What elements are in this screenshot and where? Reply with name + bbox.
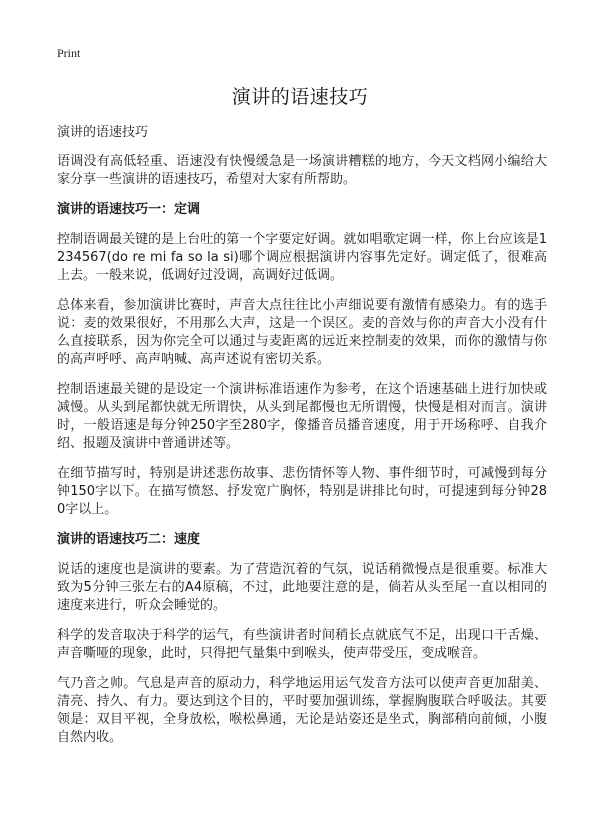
print-link[interactable]: Print: [57, 46, 81, 60]
section-heading-1: 演讲的语速技巧一：定调: [57, 202, 201, 217]
section-1-paragraph-2: 总体来看，参加演讲比赛时，声音大点往往比小声细说要有激情有感染力。有的选手说：麦的效果很好，不用那么大声，这是一个误区。麦的音效与你的声音大小没有什么直接联系，因为你完全可以通过与麦距离的远近来控制麦的效果，而你的激情与你的高声呼呼、高声呐喊、高声述说有密切关系。: [57, 298, 547, 367]
page-title: 演讲的语速技巧: [231, 86, 369, 108]
section-2-paragraph-3: 气乃音之帅。气息是声音的原动力，科学地运用运气发音方法可以使声音更加甜美、清亮、持久、有力。要达到这个目的，平时要加强训练，掌握胸腹联合呼吸法。其要领是：双目平视，全身放松，喉松鼻通，无论是站姿还是坐式，胸部稍向前倾，小腹自然内收。: [57, 676, 547, 745]
section-2-paragraph-1: 说话的速度也是演讲的要素。为了营造沉着的气氛，说话稍微慢点是很重要。标准大致为5分钟三张左右的A4原稿，不过，此地要注意的是，倘若从头至尾一直以相同的速度来进行，听众会睡觉的。: [57, 562, 547, 613]
intro-paragraph: 语调没有高低轻重、语速没有快慢缓急是一场演讲糟糕的地方，今天文档网小编给大家分享一些演讲的语速技巧，希望对大家有所帮助。: [57, 154, 547, 187]
article-body: [57, 123, 547, 759]
section-1-paragraph-3: 控制语速最关键的是设定一个演讲标准语速作为参考，在这个语速基础上进行加快或减慢。从头到尾都快就无所谓快，从头到尾都慢也无所谓慢，快慢是相对而言。演讲时，一般语速是每分钟250字至280字，像播音员播音速度，用于开场称呼、自我介绍、报题及演讲中普通讲述等。: [57, 382, 547, 451]
section-1-paragraph-4: 在细节描写时，特别是讲述悲伤故事、悲伤情怀等人物、事件细节时，可减慢到每分钟150字以下。在描写愤怒、抒发宽广胸怀，特别是讲排比句时，可提速到每分钟280字以上。: [57, 466, 547, 517]
section-2-paragraph-2: 科学的发音取决于科学的运气，有些演讲者时间稍长点就底气不足，出现口干舌燥、声音嘶哑的现象，此时，只得把气量集中到喉头，使声带受压，变成喉音。: [57, 628, 547, 661]
section-1-paragraph-1: 控制语调最关键的是上台吐的第一个字要定好调。就如唱歌定调一样，你上台应该是1234567(do re mi fa so la si)哪个调应根据演讲内容事先定好。调定低了，很难高上去。一般来说，低调好过没调，高调好过低调。: [57, 232, 547, 283]
article-subtitle: 演讲的语速技巧: [57, 125, 149, 140]
section-heading-2: 演讲的语速技巧二：速度: [57, 532, 201, 547]
